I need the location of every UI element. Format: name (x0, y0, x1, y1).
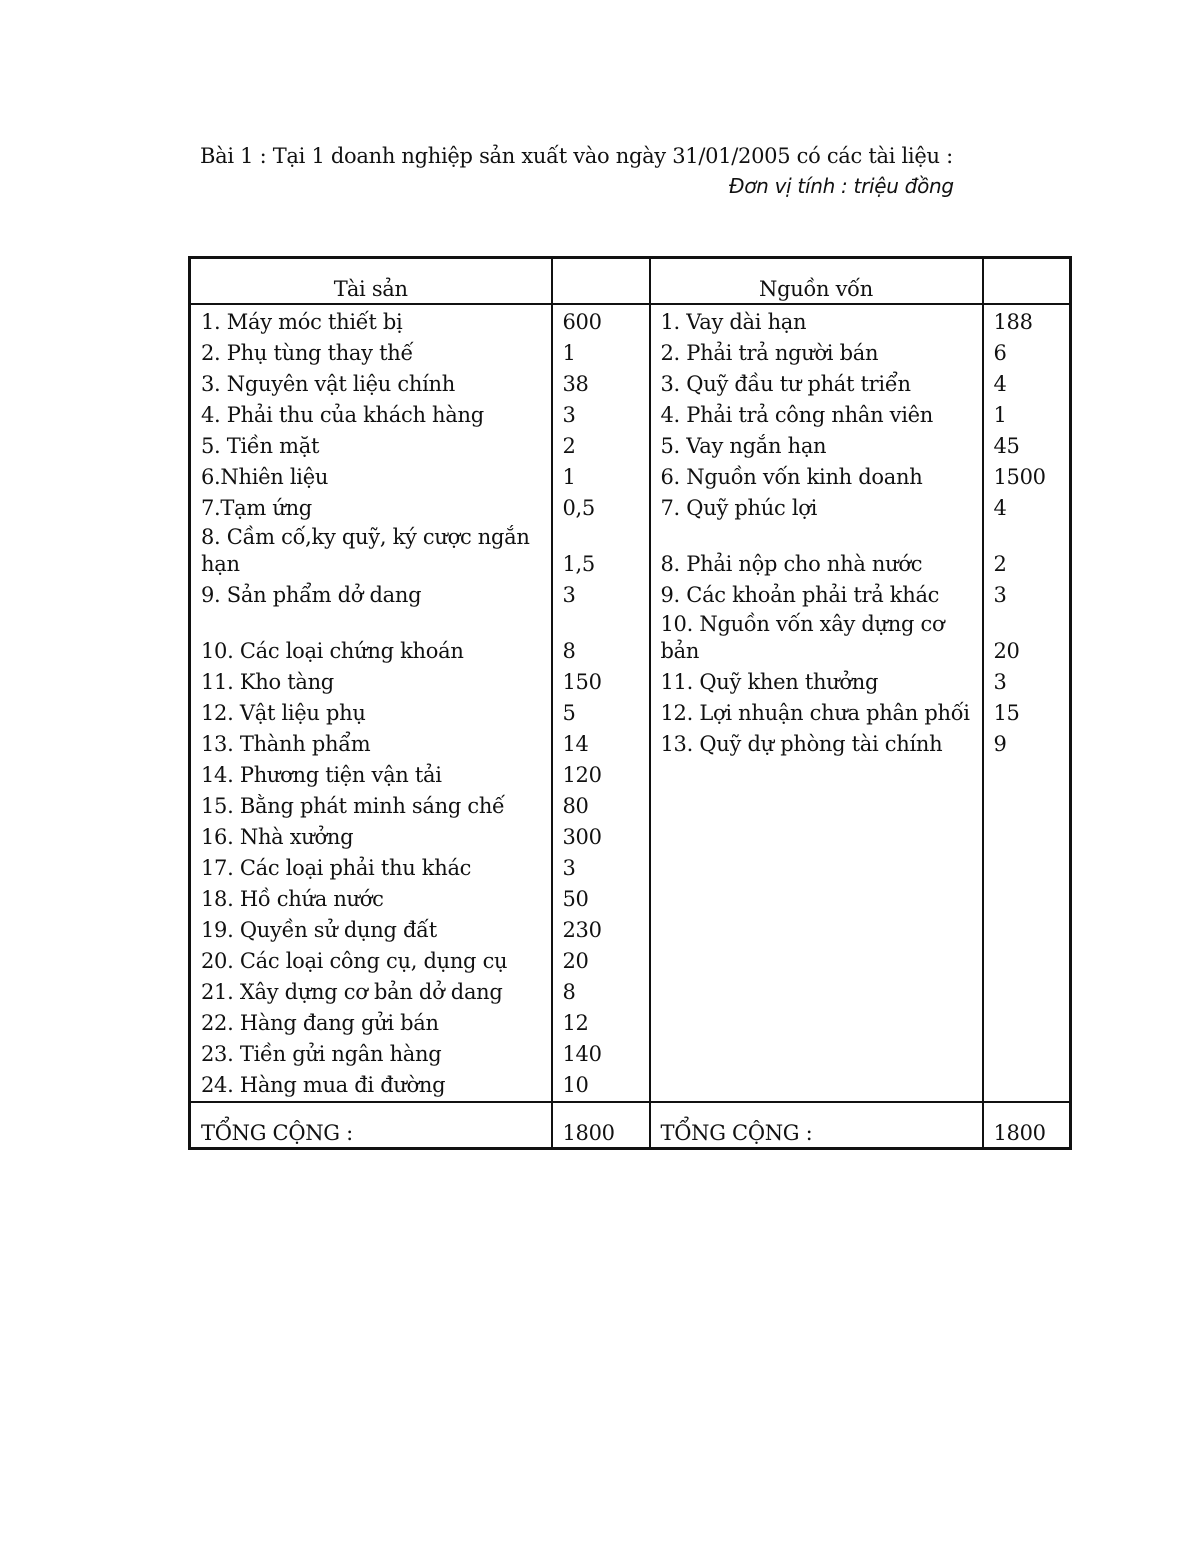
asset-name: 11. Kho tàng (190, 665, 552, 696)
asset-value: 8 (552, 975, 650, 1006)
asset-name: 22. Hàng đang gửi bán (190, 1006, 552, 1037)
source-value (983, 1068, 1071, 1102)
asset-name: 17. Các loại phải thu khác (190, 851, 552, 882)
table-row (190, 304, 1071, 336)
source-value (983, 944, 1071, 975)
asset-value: 80 (552, 789, 650, 820)
table-row (190, 882, 1071, 913)
source-value: 4 (983, 367, 1071, 398)
table-row (190, 727, 1071, 758)
assets-header: Tài sản (190, 258, 552, 305)
asset-value: 12 (552, 1006, 650, 1037)
asset-value: 2 (552, 429, 650, 460)
assets-total-label: TỔNG CỘNG : (190, 1102, 552, 1149)
table-row (190, 665, 1071, 696)
asset-name: 3. Nguyên vật liệu chính (190, 367, 552, 398)
source-name (650, 851, 983, 882)
asset-value: 50 (552, 882, 650, 913)
source-name (650, 975, 983, 1006)
source-name: 5. Vay ngắn hạn (650, 429, 983, 460)
source-value: 1 (983, 398, 1071, 429)
source-name (650, 913, 983, 944)
asset-value: 150 (552, 665, 650, 696)
asset-value: 3 (552, 398, 650, 429)
table-row (190, 1068, 1071, 1102)
source-name: 4. Phải trả công nhân viên (650, 398, 983, 429)
source-value (983, 820, 1071, 851)
asset-name: 23. Tiền gửi ngân hàng (190, 1037, 552, 1068)
table-row (190, 429, 1071, 460)
source-name (650, 758, 983, 789)
totals-row (190, 1102, 1071, 1149)
source-value (983, 851, 1071, 882)
table-row (190, 336, 1071, 367)
source-value: 188 (983, 304, 1071, 336)
asset-value: 20 (552, 944, 650, 975)
source-name (650, 1006, 983, 1037)
source-value: 9 (983, 727, 1071, 758)
exercise-heading: Bài 1 : Tại 1 doanh nghiệp sản xuất vào ngày 31/01/2005 có các tài liệu : (200, 144, 953, 168)
asset-name: 6.Nhiên liệu (190, 460, 552, 491)
asset-name: 5. Tiền mặt (190, 429, 552, 460)
table-row (190, 522, 1071, 578)
table-row (190, 851, 1071, 882)
asset-value: 10 (552, 1068, 650, 1102)
source-value: 15 (983, 696, 1071, 727)
asset-name: 12. Vật liệu phụ (190, 696, 552, 727)
asset-name: 18. Hồ chứa nước (190, 882, 552, 913)
source-name: 12. Lợi nhuận chưa phân phối (650, 696, 983, 727)
source-value (983, 1006, 1071, 1037)
asset-value: 1,5 (552, 522, 650, 578)
source-name: 8. Phải nộp cho nhà nước (650, 522, 983, 578)
unit-note: Đơn vị tính : triệu đồng (729, 174, 954, 198)
table-row (190, 398, 1071, 429)
table-row (190, 1006, 1071, 1037)
source-value: 3 (983, 665, 1071, 696)
asset-value: 8 (552, 609, 650, 665)
source-value: 20 (983, 609, 1071, 665)
table-row (190, 820, 1071, 851)
source-name: 1. Vay dài hạn (650, 304, 983, 336)
table-row (190, 491, 1071, 522)
assets-total-value: 1800 (552, 1102, 650, 1149)
asset-name: 7.Tạm ứng (190, 491, 552, 522)
source-name: 7. Quỹ phúc lợi (650, 491, 983, 522)
table-row (190, 1037, 1071, 1068)
asset-value: 0,5 (552, 491, 650, 522)
source-name (650, 944, 983, 975)
source-name (650, 820, 983, 851)
source-value (983, 913, 1071, 944)
table-row (190, 944, 1071, 975)
source-name: 2. Phải trả người bán (650, 336, 983, 367)
asset-name: 21. Xây dựng cơ bản dở dang (190, 975, 552, 1006)
assets-value-header (552, 258, 650, 305)
asset-value: 600 (552, 304, 650, 336)
asset-name: 10. Các loại chứng khoán (190, 609, 552, 665)
asset-value: 14 (552, 727, 650, 758)
source-value (983, 789, 1071, 820)
source-name: 11. Quỹ khen thưởng (650, 665, 983, 696)
sources-value-header (983, 258, 1071, 305)
asset-value: 5 (552, 696, 650, 727)
source-name: 3. Quỹ đầu tư phát triển (650, 367, 983, 398)
asset-name: 14. Phương tiện vận tải (190, 758, 552, 789)
asset-value: 230 (552, 913, 650, 944)
asset-name: 8. Cầm cố,ky quỹ, ký cược ngắn hạn (190, 522, 552, 578)
balance-table (188, 256, 1072, 1150)
source-value (983, 1037, 1071, 1068)
source-name (650, 1068, 983, 1102)
sources-header: Nguồn vốn (650, 258, 983, 305)
table-row (190, 367, 1071, 398)
asset-value: 300 (552, 820, 650, 851)
asset-name: 19. Quyền sử dụng đất (190, 913, 552, 944)
source-value: 6 (983, 336, 1071, 367)
asset-name: 2. Phụ tùng thay thế (190, 336, 552, 367)
source-value: 3 (983, 578, 1071, 609)
table-row (190, 578, 1071, 609)
source-value (983, 975, 1071, 1006)
table-row (190, 913, 1071, 944)
asset-name: 1. Máy móc thiết bị (190, 304, 552, 336)
source-value: 1500 (983, 460, 1071, 491)
table-row (190, 460, 1071, 491)
asset-name: 24. Hàng mua đi đường (190, 1068, 552, 1102)
asset-name: 4. Phải thu của khách hàng (190, 398, 552, 429)
asset-value: 1 (552, 336, 650, 367)
asset-value: 3 (552, 578, 650, 609)
asset-name: 16. Nhà xưởng (190, 820, 552, 851)
asset-name: 9. Sản phẩm dở dang (190, 578, 552, 609)
asset-name: 15. Bằng phát minh sáng chế (190, 789, 552, 820)
sources-total-label: TỔNG CỘNG : (650, 1102, 983, 1149)
source-value: 45 (983, 429, 1071, 460)
source-name (650, 882, 983, 913)
asset-name: 13. Thành phẩm (190, 727, 552, 758)
table-row (190, 758, 1071, 789)
source-name (650, 1037, 983, 1068)
sources-total-value: 1800 (983, 1102, 1071, 1149)
asset-value: 1 (552, 460, 650, 491)
source-value: 4 (983, 491, 1071, 522)
source-name: 9. Các khoản phải trả khác (650, 578, 983, 609)
table-header-row (190, 258, 1071, 305)
table-row (190, 789, 1071, 820)
asset-value: 140 (552, 1037, 650, 1068)
source-name: 10. Nguồn vốn xây dựng cơ bản (650, 609, 983, 665)
asset-value: 38 (552, 367, 650, 398)
table-row (190, 975, 1071, 1006)
source-value (983, 758, 1071, 789)
source-value: 2 (983, 522, 1071, 578)
asset-name: 20. Các loại công cụ, dụng cụ (190, 944, 552, 975)
asset-value: 3 (552, 851, 650, 882)
source-value (983, 882, 1071, 913)
table-row (190, 696, 1071, 727)
source-name: 13. Quỹ dự phòng tài chính (650, 727, 983, 758)
source-name: 6. Nguồn vốn kinh doanh (650, 460, 983, 491)
table-row (190, 609, 1071, 665)
source-name (650, 789, 983, 820)
asset-value: 120 (552, 758, 650, 789)
